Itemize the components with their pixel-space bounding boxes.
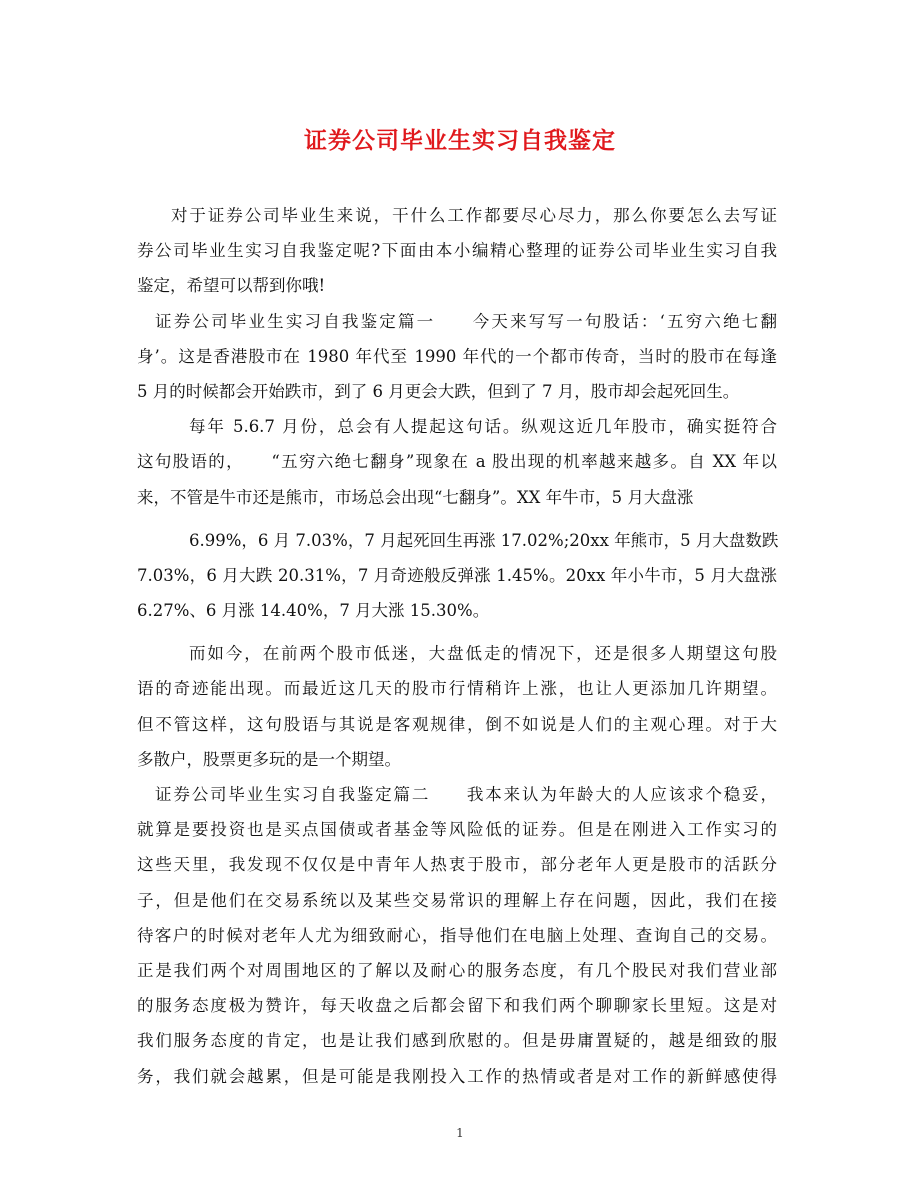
text-line: 6.99%，6 月 7.03%，7 月起死回生再涨 17.02%;20xx 年熊市，5 月大盘数跌 [189, 530, 779, 550]
text-line: 多散户，股票更多玩的是一个期望。 [137, 749, 401, 769]
text-line: 而如今，在前两个股市低迷，大盘低走的情况下，还是很多人期望这句股 [189, 644, 777, 664]
text-line: 来，不管是牛市还是熊市，市场总会出现“七翻身”。XX 年牛市，5 月大盘涨 [137, 487, 694, 507]
text-line: 券公司毕业生实习自我鉴定呢?下面由本小编精心整理的证券公司毕业生实习自我 [137, 241, 777, 261]
text-line: 6.27%、6 月涨 14.40%，7 月大涨 15.30%。 [137, 601, 490, 621]
text-line: 每年 5.6.7 月份，总会有人提起这句话。纵观这近几年股市，确实挺符合 [189, 417, 777, 437]
text-line: 但不管这样，这句股语与其说是客观规律，倒不如说是人们的主观心理。对于大 [137, 714, 777, 734]
text-line: 这句股语的， “五穷六绝七翻身”现象在 a 股出现的机率越来越多。自 XX 年以 [137, 452, 777, 472]
document-title: 证券公司毕业生实习自我鉴定 [304, 127, 616, 154]
text-line: 务，我们就会越累，但是可能是我刚投入工作的热情或者是对工作的新鲜感使得 [137, 1066, 777, 1086]
text-line: 身’。这是香港股市在 1980 年代至 1990 年代的一个都市传奇，当时的股市在每逢 [137, 346, 777, 366]
text-line: 7.03%，6 月大跌 20.31%，7 月奇迹般反弹涨 1.45%。20xx 年小牛市，5 月大盘涨 [137, 565, 777, 585]
page-number: 1 [456, 1126, 464, 1140]
text-line: 的服务态度极为赞许，每天收盘之后都会留下和我们两个聊聊家长里短。这是对 [137, 996, 777, 1016]
text-line: 就算是要投资也是买点国债或者基金等风险低的证券。但是在刚进入工作实习的 [137, 820, 777, 840]
text-line: 语的奇迹能出现。而最近这几天的股市行情稍许上涨，也让人更添加几许期望。 [137, 679, 777, 699]
text-line: 对于证券公司毕业生来说，干什么工作都要尽心尽力，那么你要怎么去写证 [171, 206, 777, 225]
text-line: 待客户的时候对老年人尤为细致耐心，指导他们在电脑上处理、查询自己的交易。 [137, 925, 777, 945]
text-line: 这些天里，我发现不仅仅是中青年人热衷于股市，部分老年人更是股市的活跃分 [137, 855, 777, 875]
text-line: 5 月的时候都会开始跌市，到了 6 月更会大跌，但到了 7 月，股市却会起死回生。 [137, 381, 740, 401]
text-line: 证券公司毕业生实习自我鉴定篇二 我本来认为年龄大的人应该求个稳妥， [155, 785, 777, 804]
text-line: 正是我们两个对周围地区的了解以及耐心的服务态度，有几个股民对我们营业部 [137, 960, 777, 980]
text-line: 子，但是他们在交易系统以及某些交易常识的理解上存在问题，因此，我们在接 [137, 890, 777, 910]
text-line: 证券公司毕业生实习自我鉴定篇一 今天来写写一句股话：‘五穷六绝七翻 [155, 311, 777, 331]
document-body [137, 198, 777, 1094]
text-line: 我们服务态度的肯定，也是让我们感到欣慰的。但是毋庸置疑的，越是细致的服 [137, 1031, 777, 1051]
text-line: 鉴定，希望可以帮到你哦! [137, 276, 326, 296]
